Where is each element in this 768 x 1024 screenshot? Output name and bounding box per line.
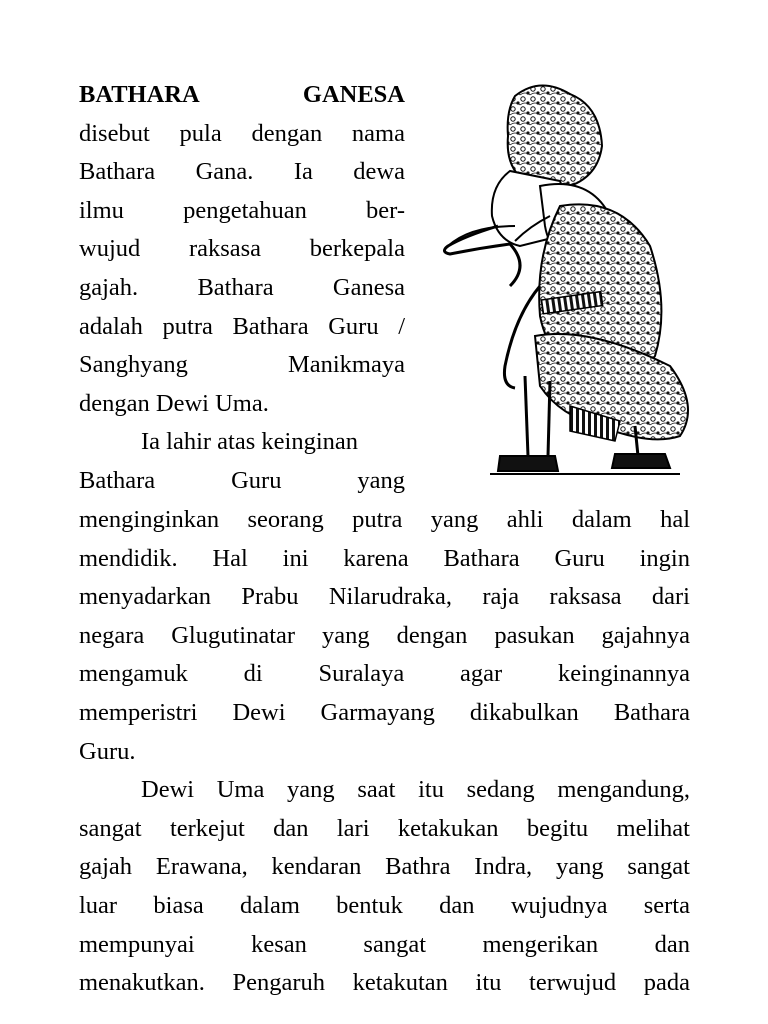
text-line: Bathara Gana. Ia dewa [79, 158, 405, 186]
text-line: mempunyai kesan sangat mengerikan dan [79, 930, 690, 958]
text-line: mengamuk di Suralaya agar keinginannya [79, 660, 690, 688]
text-line: disebut pula dengan nama [79, 119, 405, 147]
intro-text-column [79, 76, 405, 501]
text-line: ilmu pengetahuan ber- [79, 196, 405, 224]
paragraph-start-line: Dewi Uma yang saat itu sedang mengandung, [141, 776, 690, 804]
paragraph-start-line: Ia lahir atas keinginan [141, 428, 359, 456]
text-line: memperistri Dewi Garmayang dikabulkan Bathara [79, 698, 690, 726]
text-line: gajah Erawana, kendaran Bathra Indra, yang sangat [79, 853, 690, 881]
text-line: gajah. Bathara Ganesa [79, 273, 405, 301]
text-line: Guru. [79, 737, 136, 765]
title-line: BATHARA GANESA [79, 81, 405, 108]
text-line: wujud raksasa berkepala [79, 235, 405, 263]
text-line: mendidik. Hal ini karena Bathara Guru ingin [79, 544, 690, 572]
text-line: luar biasa dalam bentuk dan wujudnya serta [79, 891, 690, 919]
text-line: negara Glugutinatar yang dengan pasukan gajahnya [79, 621, 690, 649]
body-text-column [79, 501, 690, 1003]
text-line: menginginkan seorang putra yang ahli dalam hal [79, 506, 690, 533]
text-line: menyadarkan Prabu Nilarudraka, raja raksasa dari [79, 583, 690, 611]
text-line: Bathara Guru yang [79, 466, 405, 494]
text-line: dengan Dewi Uma. [79, 389, 269, 417]
text-line: sangat terkejut dan lari ketakukan begitu melihat [79, 814, 690, 842]
wayang-ganesha-figure-icon [420, 76, 720, 496]
text-line: adalah putra Bathara Guru / [79, 312, 405, 340]
text-line: Sanghyang Manikmaya [79, 351, 405, 379]
text-line: menakutkan. Pengaruh ketakutan itu terwujud pada [79, 969, 690, 997]
